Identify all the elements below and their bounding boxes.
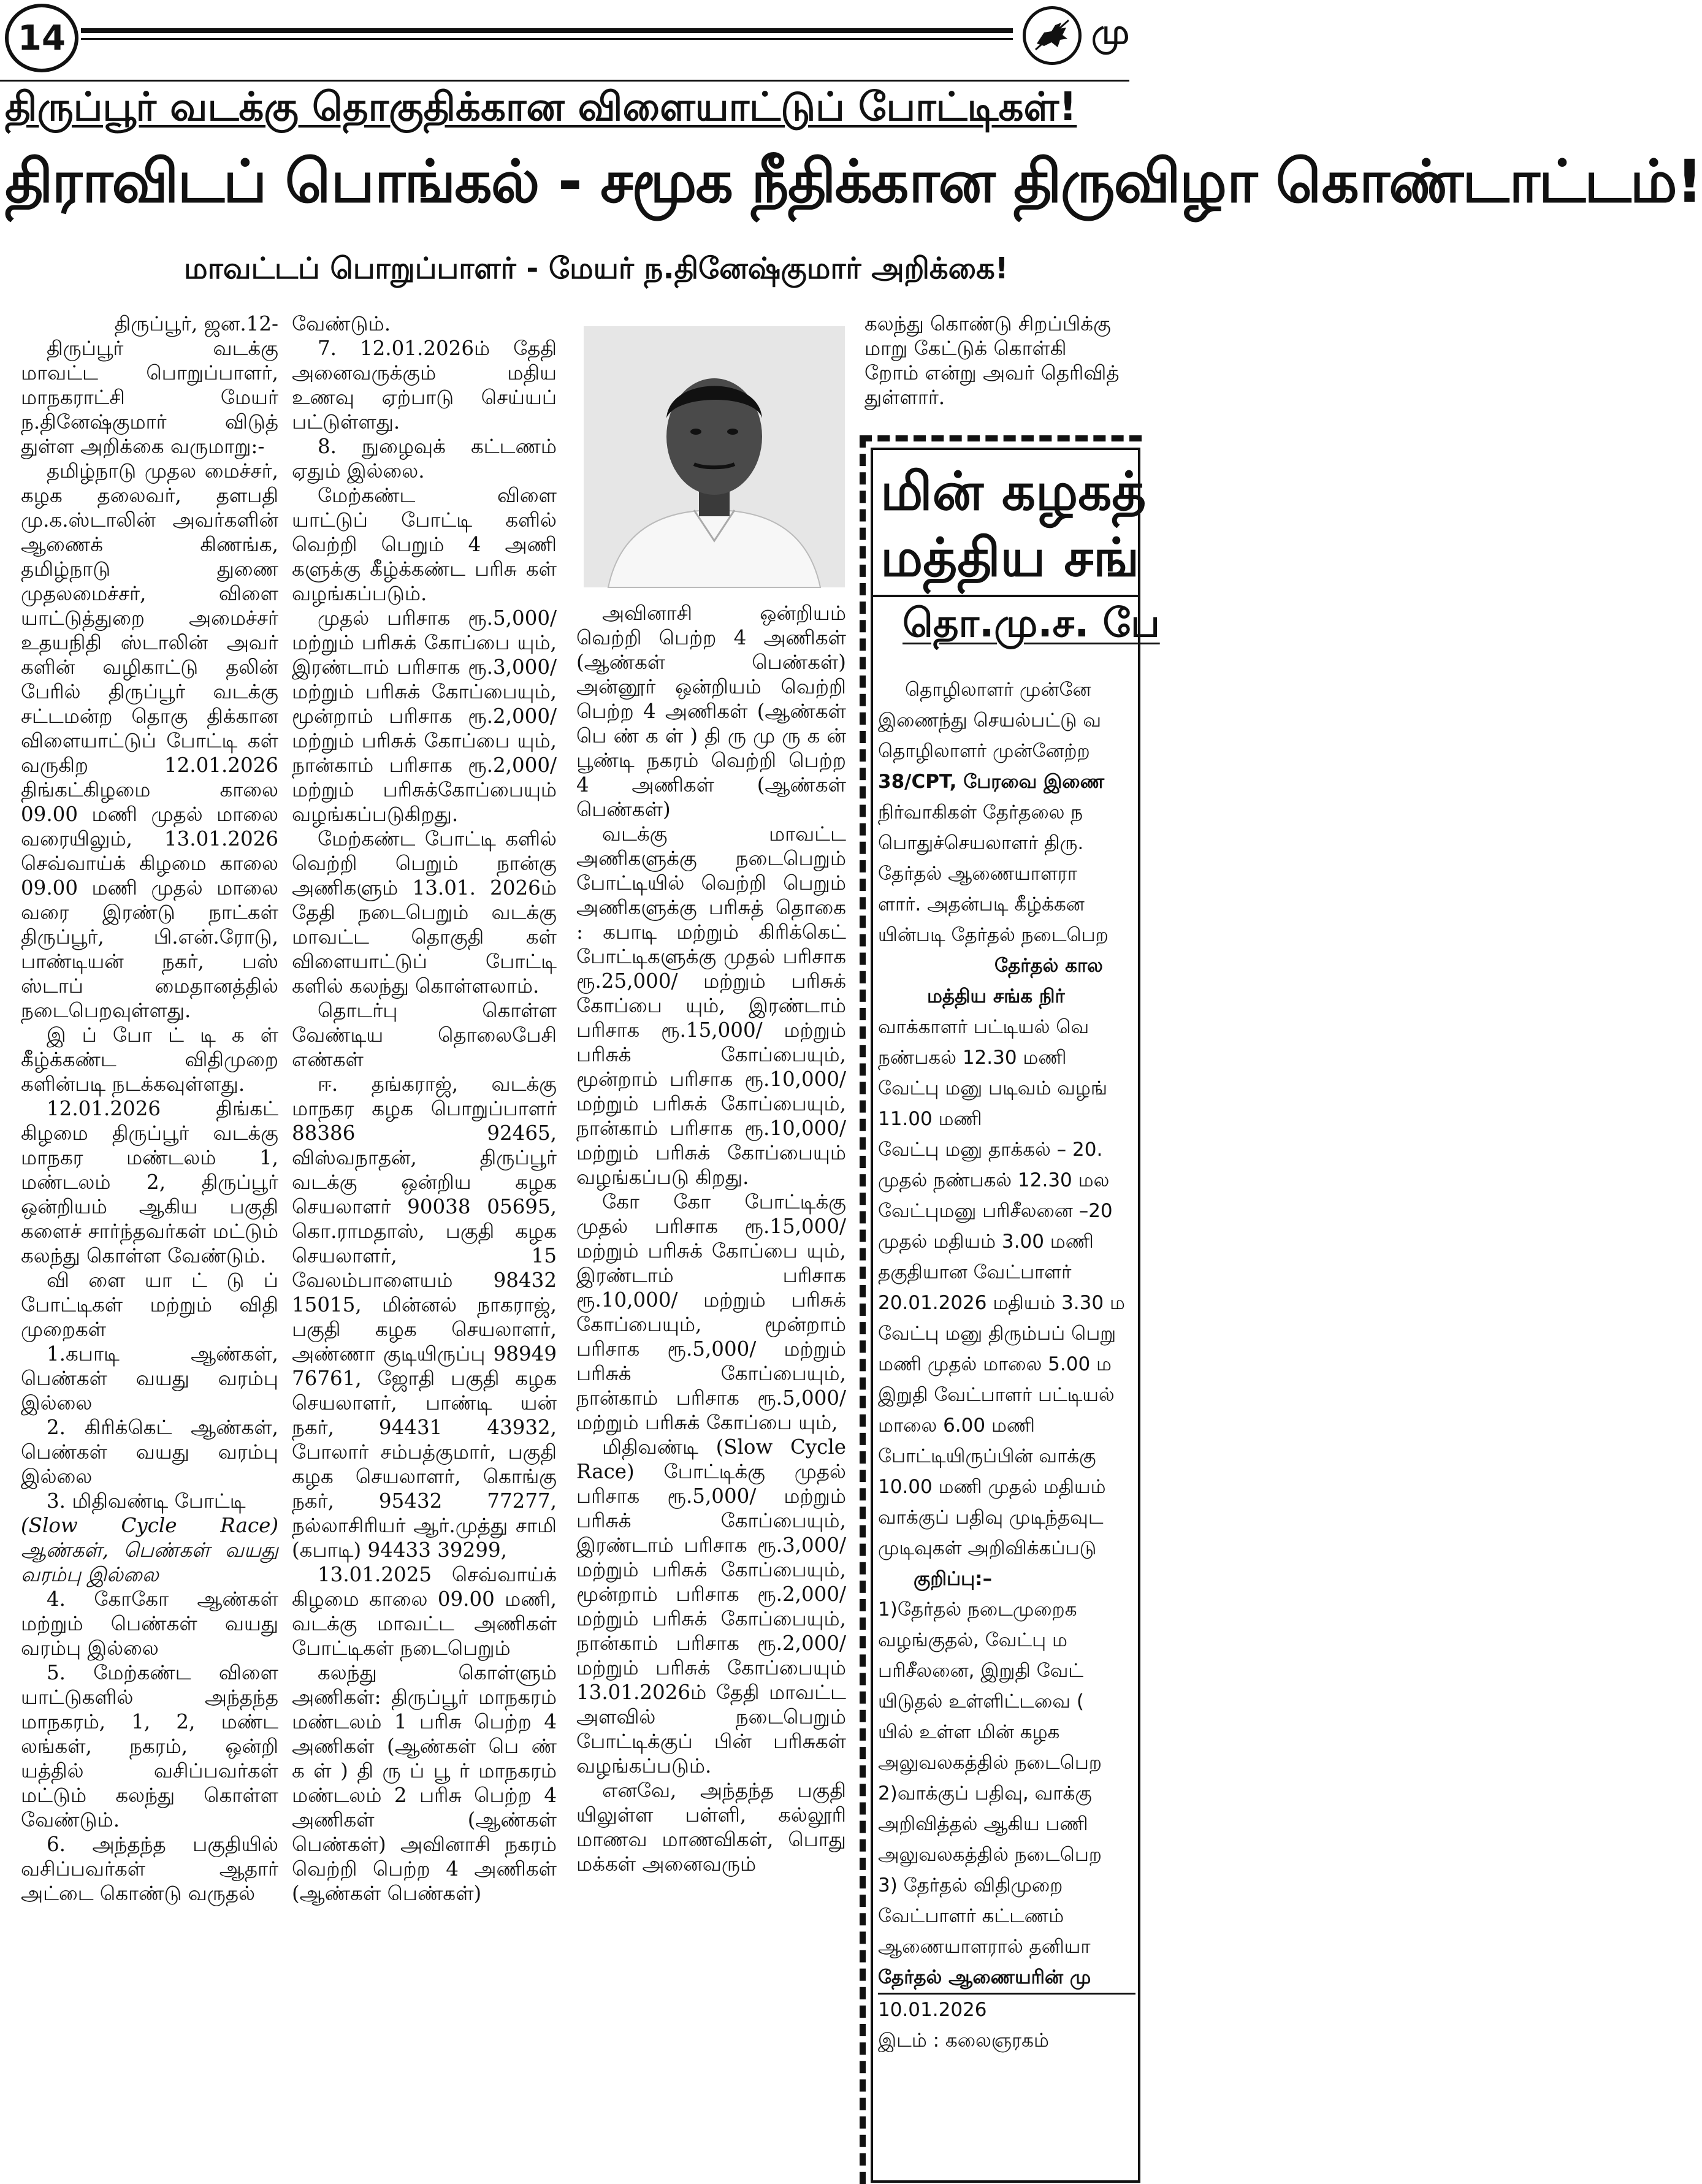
notice-line: யில் உள்ள மின் கழக xyxy=(878,1721,1060,1743)
kicker-headline: திருப்பூர் வடக்கு தொகுதிக்கான விளையாட்டுப் போட்டிகள்! xyxy=(5,85,1077,130)
paragraph: வடக்கு மாவட்ட அணிகளுக்கு நடைபெறும் போட்டியில் வெற்றி பெறும் அணிகளுக்கு பரிசுத் தொகை : கபாடி மற்றும் கிரிக்கெட் போட்டிகளுக்கு முதல் பரிசாக ரூ.25,000/ மற்றும் பரிசுக் கோப்பை யும், இரண்டாம் பரிசாக ரூ.15,000/ மற்றும் பரிசுக் கோப்பையும், மூன்றாம் பரிசாக ரூ.10,000/ மற்றும் பரிசுக் கோப்பையும், நான்காம் பரிசாக ரூ.10,000/ மற்றும் பரிசுக் கோப்பையும் வழங்கப்படு கிறது. xyxy=(576,822,846,1189)
paragraph: (Slow Cycle Race) ஆண்கள், பெண்கள் வயது வரம்பு இல்லை xyxy=(21,1514,278,1586)
paragraph: மிதிவண்டி (Slow Cycle Race) போட்டிக்கு முதல் பரிசாக ரூ.5,000/ மற்றும் பரிசுக் கோப்பையும், இரண்டாம் பரிசாக ரூ.3,000/ மற்றும் பரிசுக் கோப்பையும், மூன்றாம் பரிசாக ரூ.2,000/ மற்றும் பரிசுக் கோப்பையும், நான்காம் பரிசாக ரூ.2,000/ மற்றும் பரிசுக் கோப்பையும் 13.01.2026ம் தேதி மாவட்ட அளவில் நடைபெறும் போட்டிக்குப் பின் பரிசுகள் வழங்கப்படும். xyxy=(576,1435,846,1777)
notice-line: மணி முதல் மாலை 5.00 ம xyxy=(878,1353,1112,1375)
paragraph: 8. நுழைவுக் கட்டணம் ஏதும் இல்லை. xyxy=(292,435,557,483)
notice-line: நிர்வாகிகள் தேர்தலை ந xyxy=(878,801,1083,823)
paragraph: மேற்கண்ட போட்டி களில் வெற்றி பெறும் நான்கு அணிகளும் 13.01. 2026ம் தேதி நடைபெறும் வடக்கு மாவட்ட தொகுதி கள் விளையாட்டுப் போட்டி களில் கலந்து கொள்ளலாம். xyxy=(292,827,557,998)
paragraph: 13.01.2025 செவ்வாய்க் கிழமை காலை 09.00 மணி, வடக்கு மாவட்ட அணிகள் போட்டிகள் நடைபெறும் xyxy=(292,1563,557,1660)
paragraph: 2. கிரிக்கெட் ஆண்கள், பெண்கள் வயது வரம்பு இல்லை xyxy=(21,1416,278,1488)
notice-note-heading: குறிப்பு:– xyxy=(914,1568,993,1590)
notice-line: யிடுதல் உள்ளிட்டவை ( xyxy=(878,1690,1084,1712)
notice-line: போட்டியிருப்பின் வாக்கு xyxy=(878,1445,1096,1467)
main-headline: திராவிடப் பொங்கல் - சமூக நீதிக்கான திருவிழா கொண்டாட்டம்! xyxy=(5,147,1702,216)
notice-section-heading: மத்திய சங்க நிர் xyxy=(927,985,1065,1007)
masthead-fragment: மு xyxy=(1091,12,1130,52)
notice-line: 11.00 மணி xyxy=(878,1108,982,1130)
paragraph: வி ளை யா ட் டு ப் போட்டிகள் மற்றும் விதி முறைகள் xyxy=(21,1269,278,1341)
notice-title-line-1: மின் கழகத் xyxy=(880,461,1147,522)
paragraph: 12.01.2026 திங்கட் கிழமை திருப்பூர் வடக்கு மாநகர மண்டலம் 1, மண்டலம் 2, திருப்பூர் ஒன்றியம் ஆகிய பகுதி களைச் சார்ந்தவர்கள் மட்டும் கலந்து கொள்ள வேண்டும். xyxy=(21,1097,278,1267)
paragraph: தமிழ்நாடு முதல மைச்சர், கழக தலைவர், தளபதி மு.க.ஸ்டாலின் அவர்களின் ஆணைக் கிணங்க, தமிழ்நாடு துணை முதலமைச்சர், விளை யாட்டுத்துறை அமைச்சர் உதயநிதி ஸ்டாலின் அவர் களின் வழிகாட்டு தலின் பேரில் திருப்பூர் வடக்கு சட்டமன்ற தொகு திக்கான விளையாட்டுப் போட்டி கள் வருகிற 12.01.2026 திங்கட்கிழமை காலை 09.00 மணி முதல் மாலை வரையிலும், 13.01.2026 செவ்வாய்க் கிழமை காலை 09.00 மணி முதல் மாலை வரை இரண்டு நாட்கள் திருப்பூர், பி.என்.ரோடு, பாண்டியன் நகர், பஸ் ஸ்டாப் மைதானத்தில் நடைபெறவுள்ளது. xyxy=(21,459,278,1022)
notice-line: வேட்பு மனு திரும்பப் பெறு xyxy=(878,1323,1116,1345)
paragraph: 3. மிதிவண்டி போட்டி xyxy=(47,1489,246,1513)
notice-line: பரிசீலனை, இறுதி வேட் xyxy=(878,1660,1084,1682)
paragraph: 4. கோகோ ஆண்கள் மற்றும் பெண்கள் வயது வரம்பு இல்லை xyxy=(21,1587,278,1660)
notice-line: தகுதியான வேட்பாளர் xyxy=(878,1261,1072,1283)
notice-line: 3) தேர்தல் விதிமுறை xyxy=(878,1874,1063,1896)
article-column-3 xyxy=(576,601,846,1876)
notice-line: தேர்தல் ஆணையாளரா xyxy=(878,863,1078,885)
header-divider xyxy=(0,80,1129,82)
notice-divider xyxy=(872,595,1139,597)
notice-line: அறிவித்தல் ஆகிய பணி xyxy=(878,1813,1088,1835)
article-column-1 xyxy=(21,311,278,1906)
paragraph: இ ப் போ ட் டி க ள் கீழ்க்கண்ட விதிமுறை களின்படி நடக்கவுள்ளது. xyxy=(21,1023,278,1096)
notice-line: அலுவலகத்தில் நடைபெற xyxy=(878,1752,1102,1774)
notice-line: பொதுச்செயலாளர் திரு. xyxy=(878,832,1084,854)
notice-line: வேட்பு மனு படிவம் வழங் xyxy=(878,1077,1108,1099)
header-rule xyxy=(81,28,1013,33)
paragraph: ஈ. தங்கராஜ், வடக்கு மாநகர கழக பொறுப்பாளர் 88386 92465, விஸ்வநாதன், திருப்பூர் வடக்கு ஒன்றிய கழக செயலாளர் 90038 05695, கொ.ராமதாஸ், பகுதி கழக செயலாளர், 15 வேலம்பாளையம் 98432 15015, மின்னல் நாகராஜ், பகுதி கழக செயலாளர், அண்ணா குடியிருப்பு 98949 76761, ஜோதி பகுதி கழக செயலாளர், பாண்டி யன் நகர், 94431 43932, போலார் சம்பத்குமார், பகுதி கழக செயலாளர், கொங்கு நகர், 95432 77277, நல்லாசிரியர் ஆர்.முத்து சாமி (கபாடி) 94433 39299, xyxy=(292,1072,557,1562)
notice-line: வேட்பாளர் கட்டணம் xyxy=(878,1905,1064,1927)
paragraph: 5. மேற்கண்ட விளை யாட்டுகளில் அந்தந்த மாநகரம், 1, 2, மண்ட லங்கள், நகரம், ஒன்றி யத்தில் வசிப்பவர்கள் மட்டும் கலந்து கொள்ள வேண்டும். xyxy=(21,1661,278,1831)
notice-date: 10.01.2026 xyxy=(878,1999,987,2021)
notice-line: வாக்காளர் பட்டியல் வெ xyxy=(878,1016,1090,1038)
text-line: றோம் என்று அவர் தெரிவித் xyxy=(864,361,1120,384)
paragraph: திருப்பூர் வடக்கு மாவட்ட பொறுப்பாளர், மாநகராட்சி மேயர் ந.தினேஷ்குமார் விடுத் துள்ள அறிக்கை வருமாறு:- xyxy=(21,337,278,458)
article-column-4 xyxy=(864,311,1129,410)
paragraph: வேண்டும். xyxy=(292,312,391,335)
notice-line: வாக்குப் பதிவு முடிந்தவுட xyxy=(878,1506,1104,1529)
paragraph: அவினாசி ஒன்றியம் வெற்றி பெற்ற 4 அணிகள் (ஆண்கள் பெண்கள்) அன்னூர் ஒன்றியம் வெற்றி பெற்ற 4 அணிகள் (ஆண்கள் பெ ண் க ள் ) தி ரு மு ரு க ன் பூண்டி நகரம் வெற்றி பெற்ற 4 அணிகள் (ஆண்கள் பெண்கள்) xyxy=(576,601,846,821)
header-rule-thin xyxy=(81,38,1013,40)
portrait-photo xyxy=(584,326,845,587)
notice-line: 20.01.2026 மதியம் 3.30 ம xyxy=(878,1292,1125,1314)
article-column-2 xyxy=(292,311,557,1906)
notice-line: தொழிலாளர் முன்னே xyxy=(905,679,1091,701)
paragraph: தொடர்பு கொள்ள வேண்டிய தொலைபேசி எண்கள் xyxy=(292,999,557,1071)
paragraph: மேற்கண்ட விளை யாட்டுப் போட்டி களில் வெற்றி பெறும் 4 அணி களுக்கு கீழ்க்கண்ட பரிசு கள் வழங்கப்படும். xyxy=(292,484,557,605)
notice-line: அலுவலகத்தில் நடைபெற xyxy=(878,1844,1102,1866)
notice-line: வழங்குதல், வேட்பு ம xyxy=(878,1629,1067,1651)
paragraph: கோ கோ போட்டிக்கு முதல் பரிசாக ரூ.15,000/ மற்றும் பரிசுக் கோப்பை யும், இரண்டாம் பரிசாக ரூ.10,000/ மற்றும் பரிசுக் கோப்பையும், மூன்றாம் பரிசாக ரூ.5,000/ மற்றும் பரிசுக் கோப்பையும், நான்காம் பரிசாக ரூ.5,000/ மற்றும் பரிசுக் கோப்பை யும், xyxy=(576,1190,846,1434)
notice-line: வேட்பு மனு தாக்கல் – 20. xyxy=(878,1139,1103,1161)
text-line: துள்ளார். xyxy=(864,386,945,409)
notice-signature: தேர்தல் ஆணையரின் மு xyxy=(878,1962,1135,1995)
text-line: கலந்து கொண்டு சிறப்பிக்கு xyxy=(864,312,1111,335)
subheadline: மாவட்டப் பொறுப்பாளர் - மேயர் ந.தினேஷ்குமார் அறிக்கை! xyxy=(184,251,1009,286)
notice-line: 38/CPT, பேரவை இணை xyxy=(878,771,1105,793)
notice-line: முடிவுகள் அறிவிக்கப்படு xyxy=(878,1537,1097,1559)
notice-line: 10.00 மணி முதல் மதியம் xyxy=(878,1476,1106,1498)
notice-line: இணைந்து செயல்பட்டு வ xyxy=(878,709,1102,731)
notice-line: யின்படி தேர்தல் நடைபெற xyxy=(878,924,1109,946)
notice-line: 2)வாக்குப் பதிவு, வாக்கு xyxy=(878,1782,1092,1804)
notice-place: இடம் : கலைஞரகம் xyxy=(878,2029,1049,2052)
notice-line: முதல் மதியம் 3.00 மணி xyxy=(878,1231,1094,1253)
notice-body xyxy=(878,674,1135,2056)
notice-line: முதல் நண்பகல் 12.30 மல xyxy=(878,1169,1110,1191)
paragraph: எனவே, அந்தந்த பகுதி யிலுள்ள பள்ளி, கல்லூரி மாணவ மாணவிகள், பொது மக்கள் அனைவரும் xyxy=(576,1779,846,1876)
notice-line: இறுதி வேட்பாளர் பட்டியல் xyxy=(878,1384,1115,1406)
notice-line: ஆணையாளரால் தனியா xyxy=(878,1936,1091,1958)
paragraph: 1.கபாடி ஆண்கள், பெண்கள் வயது வரம்பு இல்லை xyxy=(21,1342,278,1415)
notice-line: மாலை 6.00 மணி xyxy=(878,1415,1035,1437)
page-number: 14 xyxy=(5,4,78,72)
dateline: திருப்பூர், ஜன.12- xyxy=(114,312,278,335)
paragraph: 7. 12.01.2026ம் தேதி அனைவருக்கும் மதிய உணவு ஏற்பாடு செய்யப் பட்டுள்ளது. xyxy=(292,337,557,433)
bull-logo-icon xyxy=(1023,6,1082,65)
notice-line: வேட்புமனு பரிசீலனை –20 xyxy=(878,1200,1113,1222)
notice-subtitle: தொ.மு.ச. பே xyxy=(903,601,1160,646)
text-line: மாறு கேட்டுக் கொள்கி xyxy=(864,337,1067,360)
paragraph: முதல் பரிசாக ரூ.5,000/ மற்றும் பரிசுக் கோப்பை யும், இரண்டாம் பரிசாக ரூ.3,000/ மற்றும் பரிசுக் கோப்பையும், மூன்றாம் பரிசாக ரூ.2,000/ மற்றும் பரிசுக் கோப்பை யும், நான்காம் பரிசாக ரூ.2,000/ மற்றும் பரிசுக்கோப்பையும் வழங்கப்படுகிறது. xyxy=(292,606,557,826)
notice-line: 1)தேர்தல் நடைமுறைக xyxy=(878,1598,1077,1621)
notice-line: ளார். அதன்படி கீழ்க்கன xyxy=(878,893,1085,915)
paragraph: 6. அந்தந்த பகுதியில் வசிப்பவர்கள் ஆதார் அட்டை கொண்டு வருதல் xyxy=(21,1833,278,1905)
paragraph: கலந்து கொள்ளும் அணிகள்: திருப்பூர் மாநகரம் மண்டலம் 1 பரிசு பெற்ற 4 அணிகள் (ஆண்கள் பெ ண் க ள் ) தி ரு ப் பூ ர் மாநகரம் மண்டலம் 2 பரிசு பெற்ற 4 அணிகள் (ஆண்கள் பெண்கள்) அவினாசி நகரம் வெற்றி பெற்ற 4 அணிகள் (ஆண்கள் பெண்கள்) xyxy=(292,1661,557,1905)
notice-line: தொழிலாளர் முன்னேற்ற xyxy=(878,740,1090,762)
notice-title-line-2: மத்திய சங் xyxy=(880,527,1140,589)
notice-line: நண்பகல் 12.30 மணி xyxy=(878,1047,1067,1069)
notice-section-heading: தேர்தல் கால xyxy=(994,955,1103,977)
